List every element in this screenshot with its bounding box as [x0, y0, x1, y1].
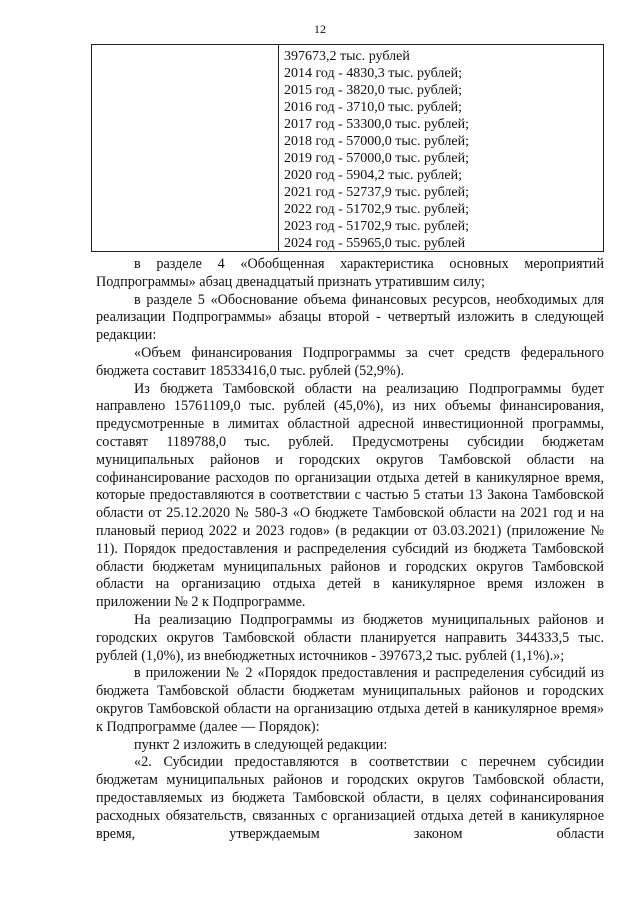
paragraph-item2-intro: пункт 2 изложить в следующей редакции:: [134, 736, 388, 753]
table-cell-line: 2021 год - 52737,9 тыс. рублей;: [284, 185, 470, 200]
table-cell-line: 2016 год - 3710,0 тыс. рублей;: [284, 100, 463, 115]
paragraph-federal-budget: «Объем финансирования Подпрограммы за счет средств федерального бюджета составит 18533416,0 тыс. рублей (52,9%).: [96, 344, 604, 379]
funding-table: [91, 44, 604, 252]
table-cell-line: 2014 год - 4830,3 тыс. рублей;: [284, 66, 463, 81]
document-body: [96, 256, 604, 843]
table-cell-line: 397673,2 тыс. рублей: [284, 49, 410, 64]
table-cell-line: 2022 год - 51702,9 тыс. рублей;: [284, 202, 470, 217]
table-right-cell: [284, 48, 599, 252]
page-number: 12: [314, 22, 326, 36]
table-cell-line: 2024 год - 55965,0 тыс. рублей: [284, 236, 466, 251]
table-cell-line: 2018 год - 57000,0 тыс. рублей;: [284, 134, 470, 149]
paragraph-appendix2: в приложении № 2 «Порядок предоставления и распределения субсидий из бюджета Тамбовской области бюджетам муниципальных районов и городских округов Тамбовской области на организацию отдыха детей в каникулярное время» к Подпрограмме (далее — Порядок):: [96, 665, 604, 735]
table-cell-line: 2023 год - 51702,9 тыс. рублей;: [284, 219, 470, 234]
paragraph-section4: в разделе 4 «Обобщенная характеристика основных мероприятий Подпрограммы» абзац двенадцатый признать утратившим силу;: [96, 256, 604, 290]
table-column-divider: [278, 45, 279, 251]
paragraph-item2-text: «2. Субсидии предоставляются в соответствии с перечнем субсидии бюджетам муниципальных районов и городских округов Тамбовской области, предоставляемых из бюджета Тамбовской области, в целях софинансирования расходных обязательств, связанных с организацией отдыха детей в каникулярное время, утверждаемым законом области: [96, 754, 604, 842]
table-cell-line: 2015 год - 3820,0 тыс. рублей;: [284, 83, 463, 98]
paragraph-section5: в разделе 5 «Обоснование объема финансовых ресурсов, необходимых для реализации Подпрограммы» абзацы второй - четвертый изложить в следующей редакции:: [96, 291, 604, 344]
table-cell-line: 2017 год - 53300,0 тыс. рублей;: [284, 117, 470, 132]
paragraph-municipal-budget: На реализацию Подпрограммы из бюджетов муниципальных районов и городских округов Тамбовской области планируется направить 344333,5 тыс. рублей (1,0%), из внебюджетных источников - 397673,2 тыс. рублей (1,1%).»;: [96, 611, 604, 664]
table-cell-line: 2019 год - 57000,0 тыс. рублей;: [284, 151, 470, 166]
table-cell-line: 2020 год - 5904,2 тыс. рублей;: [284, 168, 463, 183]
paragraph-regional-budget: Из бюджета Тамбовской области на реализацию Подпрограммы будет направлено 15761109,0 тыс. рублей (45,0%), из них объемы финансирования, предусмотренные в лимитах областной адресной инвестиционной программы, составят 1189788,0 тыс. рублей. Предусмотрены субсидии бюджетам муниципальных районов и городских округов Тамбовской области на софинансирование расходов по организации отдыха детей в каникулярное время, которые предоставляются в соответствии с частью 5 статьи 13 Закона Тамбовской области от 25.12.2020 № 580-З «О бюджете Тамбовской области на 2021 год и на плановый период 2022 и 2023 годов» (в редакции от 03.03.2021) (приложение № 11). Порядок предоставления и распределения субсидий из бюджета Тамбовской области бюджетам муниципальных районов и городских округов Тамбовской области на организацию отдыха детей в каникулярное время изложен в приложении № 2 к Подпрограмме.: [96, 380, 604, 611]
